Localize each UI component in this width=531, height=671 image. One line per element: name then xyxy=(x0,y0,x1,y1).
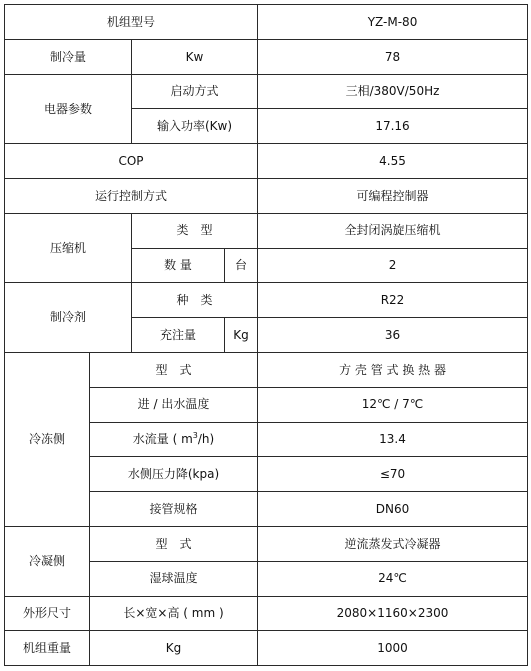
condenser-wetbulb-value: 24℃ xyxy=(258,561,528,596)
flow-label-post: /h) xyxy=(197,432,215,447)
table-row xyxy=(5,74,528,109)
weight-unit: Kg xyxy=(90,631,258,666)
refrigerant-charge-unit: Kg xyxy=(225,318,258,353)
refrigerant-kind-value: R22 xyxy=(258,283,528,318)
chilled-flow-label xyxy=(90,422,258,457)
cooling-label: 制冷量 xyxy=(5,39,132,74)
chilled-label: 冷冻侧 xyxy=(5,352,90,526)
refrigerant-charge-value: 36 xyxy=(258,318,528,353)
chilled-drop-value: ≤70 xyxy=(258,457,528,492)
compressor-qty-label: 数 量 xyxy=(132,248,225,283)
chilled-drop-label: 水侧压力降(kpa) xyxy=(90,457,258,492)
table-row xyxy=(5,283,528,318)
dimensions-label: 外形尺寸 xyxy=(5,596,90,631)
flow-label-sup: 3 xyxy=(192,431,198,441)
condenser-label: 冷凝侧 xyxy=(5,526,90,596)
table-row xyxy=(5,596,528,631)
compressor-qty-unit: 台 xyxy=(225,248,258,283)
refrigerant-charge-label: 充注量 xyxy=(132,318,225,353)
condenser-type-value: 逆流蒸发式冷凝器 xyxy=(258,526,528,561)
chilled-temp-value: 12℃ / 7℃ xyxy=(258,387,528,422)
table-row xyxy=(5,352,528,387)
table-row xyxy=(5,631,528,666)
table-row xyxy=(5,526,528,561)
model-label: 机组型号 xyxy=(5,5,258,40)
compressor-type-value: 全封闭涡旋压缩机 xyxy=(258,213,528,248)
table-row xyxy=(5,213,528,248)
chilled-type-value: 方 壳 管 式 换 热 器 xyxy=(258,352,528,387)
power-label: 输入功率(Kw) xyxy=(132,109,258,144)
compressor-label: 压缩机 xyxy=(5,213,132,283)
table-row xyxy=(5,144,528,179)
power-value: 17.16 xyxy=(258,109,528,144)
chilled-flow-value: 13.4 xyxy=(258,422,528,457)
control-label: 运行控制方式 xyxy=(5,178,258,213)
electrical-label: 电器参数 xyxy=(5,74,132,144)
refrigerant-label: 制冷剂 xyxy=(5,283,132,353)
cop-value: 4.55 xyxy=(258,144,528,179)
chilled-pipe-label: 接管规格 xyxy=(90,492,258,527)
weight-label: 机组重量 xyxy=(5,631,90,666)
table-row xyxy=(5,5,528,40)
cop-label: COP xyxy=(5,144,258,179)
dimensions-value: 2080×1160×2300 xyxy=(258,596,528,631)
flow-label-pre: 水流量 ( m xyxy=(132,432,193,447)
compressor-qty-value: 2 xyxy=(258,248,528,283)
start-value: 三相/380V/50Hz xyxy=(258,74,528,109)
dimensions-unit: 长×宽×高 ( mm ) xyxy=(90,596,258,631)
condenser-type-label: 型 式 xyxy=(90,526,258,561)
model-value: YZ-M-80 xyxy=(258,5,528,40)
table-row xyxy=(5,178,528,213)
compressor-type-label: 类 型 xyxy=(132,213,258,248)
cooling-unit: Kw xyxy=(132,39,258,74)
start-label: 启动方式 xyxy=(132,74,258,109)
chilled-type-label: 型 式 xyxy=(90,352,258,387)
cooling-value: 78 xyxy=(258,39,528,74)
refrigerant-kind-label: 种 类 xyxy=(132,283,258,318)
chilled-pipe-value: DN60 xyxy=(258,492,528,527)
table-row xyxy=(5,39,528,74)
spec-table xyxy=(4,4,528,666)
condenser-wetbulb-label: 湿球温度 xyxy=(90,561,258,596)
chilled-temp-label: 进 / 出水温度 xyxy=(90,387,258,422)
weight-value: 1000 xyxy=(258,631,528,666)
control-value: 可编程控制器 xyxy=(258,178,528,213)
